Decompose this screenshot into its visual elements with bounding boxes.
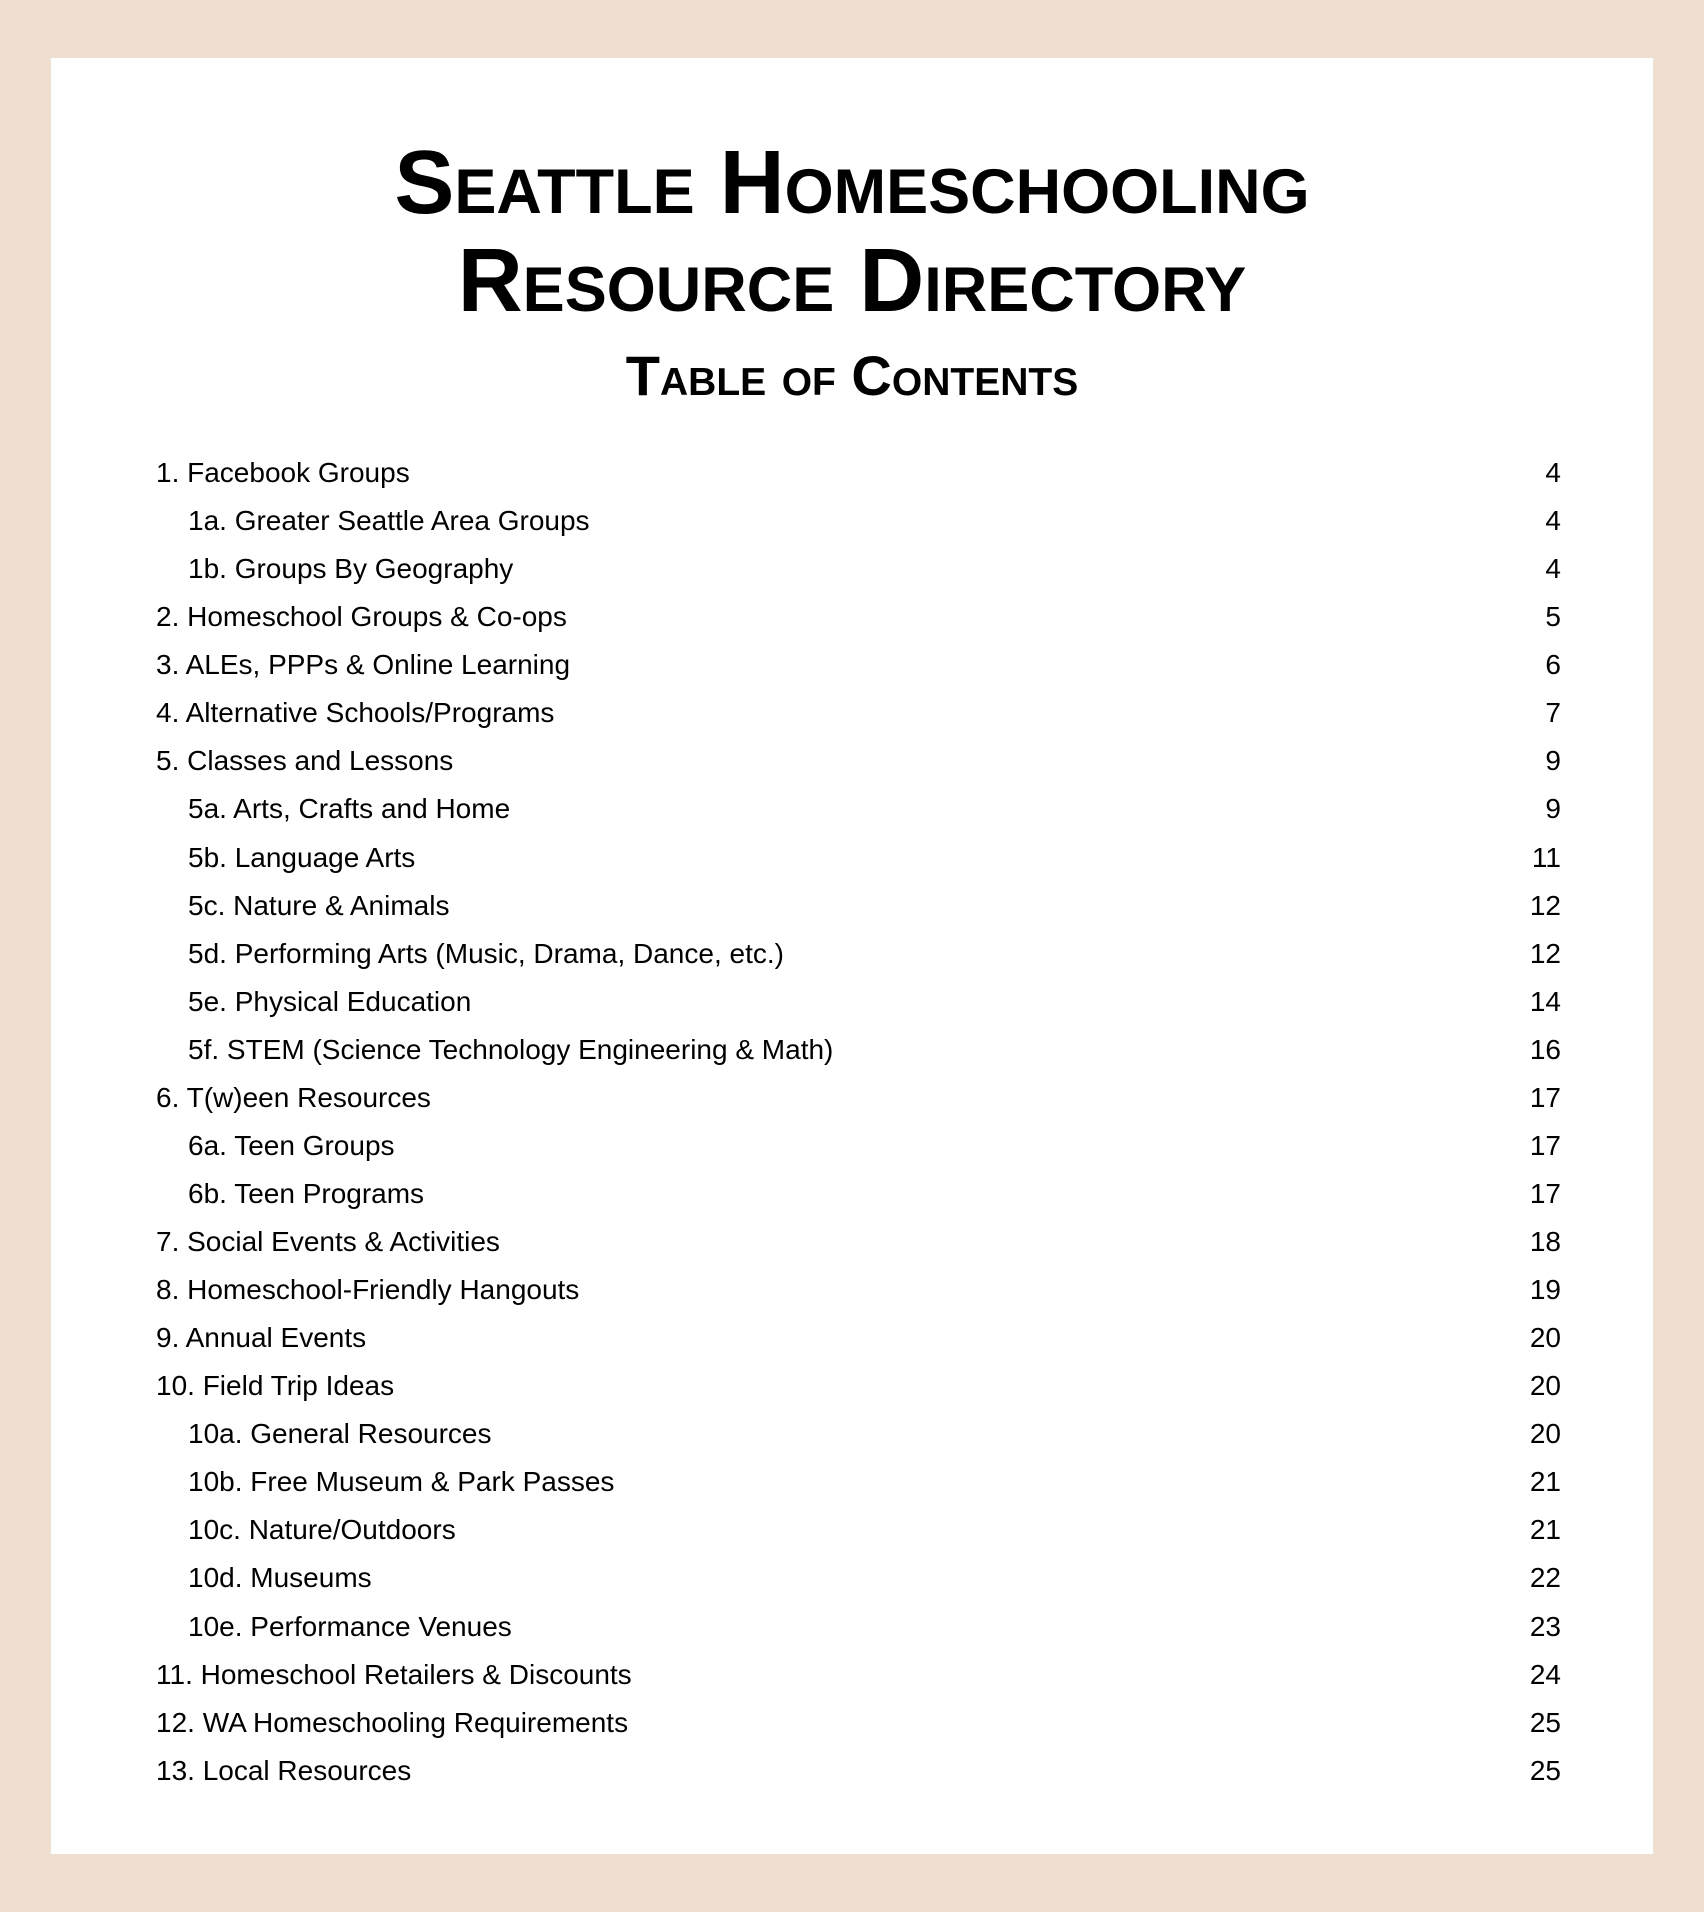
toc-entry-label: 9. Annual Events — [156, 1322, 367, 1354]
toc-page-number: 20 — [1529, 1418, 1561, 1450]
toc-entry[interactable] — [156, 689, 1561, 737]
toc-entry-label: 5a. Arts, Crafts and Home — [188, 793, 511, 825]
toc-entry-label: 7. Social Events & Activities — [156, 1226, 500, 1257]
toc-page-number: 11 — [1531, 841, 1561, 873]
toc-page-number: 18 — [1529, 1226, 1561, 1257]
toc-page-number: 21 — [1529, 1466, 1561, 1498]
toc-page-number: 4 — [1545, 553, 1561, 585]
toc-entry[interactable] — [156, 1074, 1561, 1122]
toc-page-number: 9 — [1545, 793, 1561, 825]
toc-subentry[interactable] — [156, 785, 1561, 833]
toc-entry[interactable] — [156, 1747, 1561, 1795]
toc-entry-label: 10d. Museums — [188, 1562, 372, 1594]
toc-entry-label: 6b. Teen Programs — [188, 1177, 425, 1209]
toc-entry-label: 2. Homeschool Groups & Co-ops — [156, 601, 567, 633]
toc-entry-label: 5f. STEM (Science Technology Engineering & Math) — [188, 1033, 834, 1065]
toc-entry-label: 1a. Greater Seattle Area Groups — [188, 505, 590, 537]
toc-entry[interactable] — [156, 641, 1561, 689]
toc-page-number: 6 — [1545, 649, 1561, 681]
toc-entry-label: 1b. Groups By Geography — [188, 553, 514, 585]
toc-entry-label: 12. WA Homeschooling Requirements — [156, 1706, 629, 1738]
toc-entry-label: 11. Homeschool Retailers & Discounts — [156, 1658, 632, 1690]
toc-entry-label: 13. Local Resources — [156, 1754, 412, 1786]
toc-entry-label: 6a. Teen Groups — [188, 1129, 395, 1161]
toc-subentry[interactable] — [156, 1506, 1561, 1554]
table-of-contents — [156, 449, 1561, 1795]
toc-subentry[interactable] — [156, 1603, 1561, 1651]
toc-entry-label: 10. Field Trip Ideas — [156, 1370, 395, 1402]
toc-entry-label: 10b. Free Museum & Park Passes — [188, 1466, 615, 1498]
document-title-line-1: Seattle Homeschooling — [394, 133, 1310, 233]
toc-page-number: 22 — [1529, 1562, 1561, 1594]
toc-page-number: 9 — [1545, 745, 1561, 777]
toc-page-number: 21 — [1529, 1514, 1561, 1546]
toc-entry-label: 10e. Performance Venues — [188, 1610, 512, 1642]
toc-page-number: 20 — [1529, 1322, 1561, 1354]
toc-entry-label: 3. ALEs, PPPs & Online Learning — [156, 649, 571, 681]
toc-page-number: 20 — [1529, 1370, 1561, 1402]
toc-entry-label: 6. T(w)een Resources — [156, 1081, 431, 1113]
toc-page-number: 14 — [1529, 985, 1561, 1017]
toc-page-number: 19 — [1529, 1274, 1561, 1306]
toc-entry[interactable] — [156, 449, 1561, 497]
toc-entry-label: 5e. Physical Education — [188, 985, 472, 1017]
toc-subentry[interactable] — [156, 978, 1561, 1026]
toc-page-number: 16 — [1529, 1033, 1561, 1065]
toc-subentry[interactable] — [156, 1554, 1561, 1602]
toc-page-number: 17 — [1529, 1177, 1561, 1209]
toc-page-number: 4 — [1545, 457, 1561, 488]
toc-entry-label: 5c. Nature & Animals — [188, 889, 450, 921]
toc-entry[interactable] — [156, 1218, 1561, 1266]
toc-subentry[interactable] — [156, 497, 1561, 545]
toc-subentry[interactable] — [156, 882, 1561, 930]
toc-entry-label: 10c. Nature/Outdoors — [188, 1514, 456, 1546]
toc-subentry[interactable] — [156, 930, 1561, 978]
toc-entry[interactable] — [156, 593, 1561, 641]
toc-entry[interactable] — [156, 1362, 1561, 1410]
toc-entry-label: 4. Alternative Schools/Programs — [156, 697, 555, 729]
toc-heading: Table of Contents — [625, 344, 1079, 407]
toc-page-number: 24 — [1529, 1658, 1561, 1690]
toc-entry-label: 5d. Performing Arts (Music, Drama, Dance, etc.) — [188, 937, 784, 969]
document-title-line-2: Resource Directory — [457, 231, 1247, 331]
toc-subentry[interactable] — [156, 1122, 1561, 1170]
toc-subentry[interactable] — [156, 1410, 1561, 1458]
toc-page-number: 23 — [1529, 1610, 1561, 1642]
toc-entry[interactable] — [156, 1266, 1561, 1314]
toc-entry-label: 8. Homeschool-Friendly Hangouts — [156, 1274, 580, 1306]
toc-entry-label: 5b. Language Arts — [188, 841, 416, 873]
toc-page-number: 25 — [1529, 1706, 1561, 1738]
toc-entry-label: 10a. General Resources — [188, 1418, 492, 1450]
toc-page-number: 12 — [1529, 937, 1561, 969]
toc-entry[interactable] — [156, 1699, 1561, 1747]
toc-page-number: 25 — [1529, 1754, 1561, 1786]
toc-entry[interactable] — [156, 1651, 1561, 1699]
toc-entry[interactable] — [156, 737, 1561, 785]
toc-subentry[interactable] — [156, 1026, 1561, 1074]
toc-entry-label: 1. Facebook Groups — [156, 457, 410, 488]
document-page — [51, 58, 1653, 1854]
toc-page-number: 7 — [1545, 697, 1561, 729]
toc-subentry[interactable] — [156, 1458, 1561, 1506]
toc-page-number: 17 — [1529, 1129, 1561, 1161]
toc-page-number: 4 — [1545, 505, 1561, 537]
toc-page-number: 17 — [1529, 1081, 1561, 1113]
toc-entry-label: 5. Classes and Lessons — [156, 745, 454, 777]
toc-page-number: 5 — [1545, 601, 1561, 633]
toc-entry[interactable] — [156, 1314, 1561, 1362]
toc-subentry[interactable] — [156, 834, 1561, 882]
toc-page-number: 12 — [1529, 889, 1561, 921]
toc-subentry[interactable] — [156, 545, 1561, 593]
toc-subentry[interactable] — [156, 1170, 1561, 1218]
